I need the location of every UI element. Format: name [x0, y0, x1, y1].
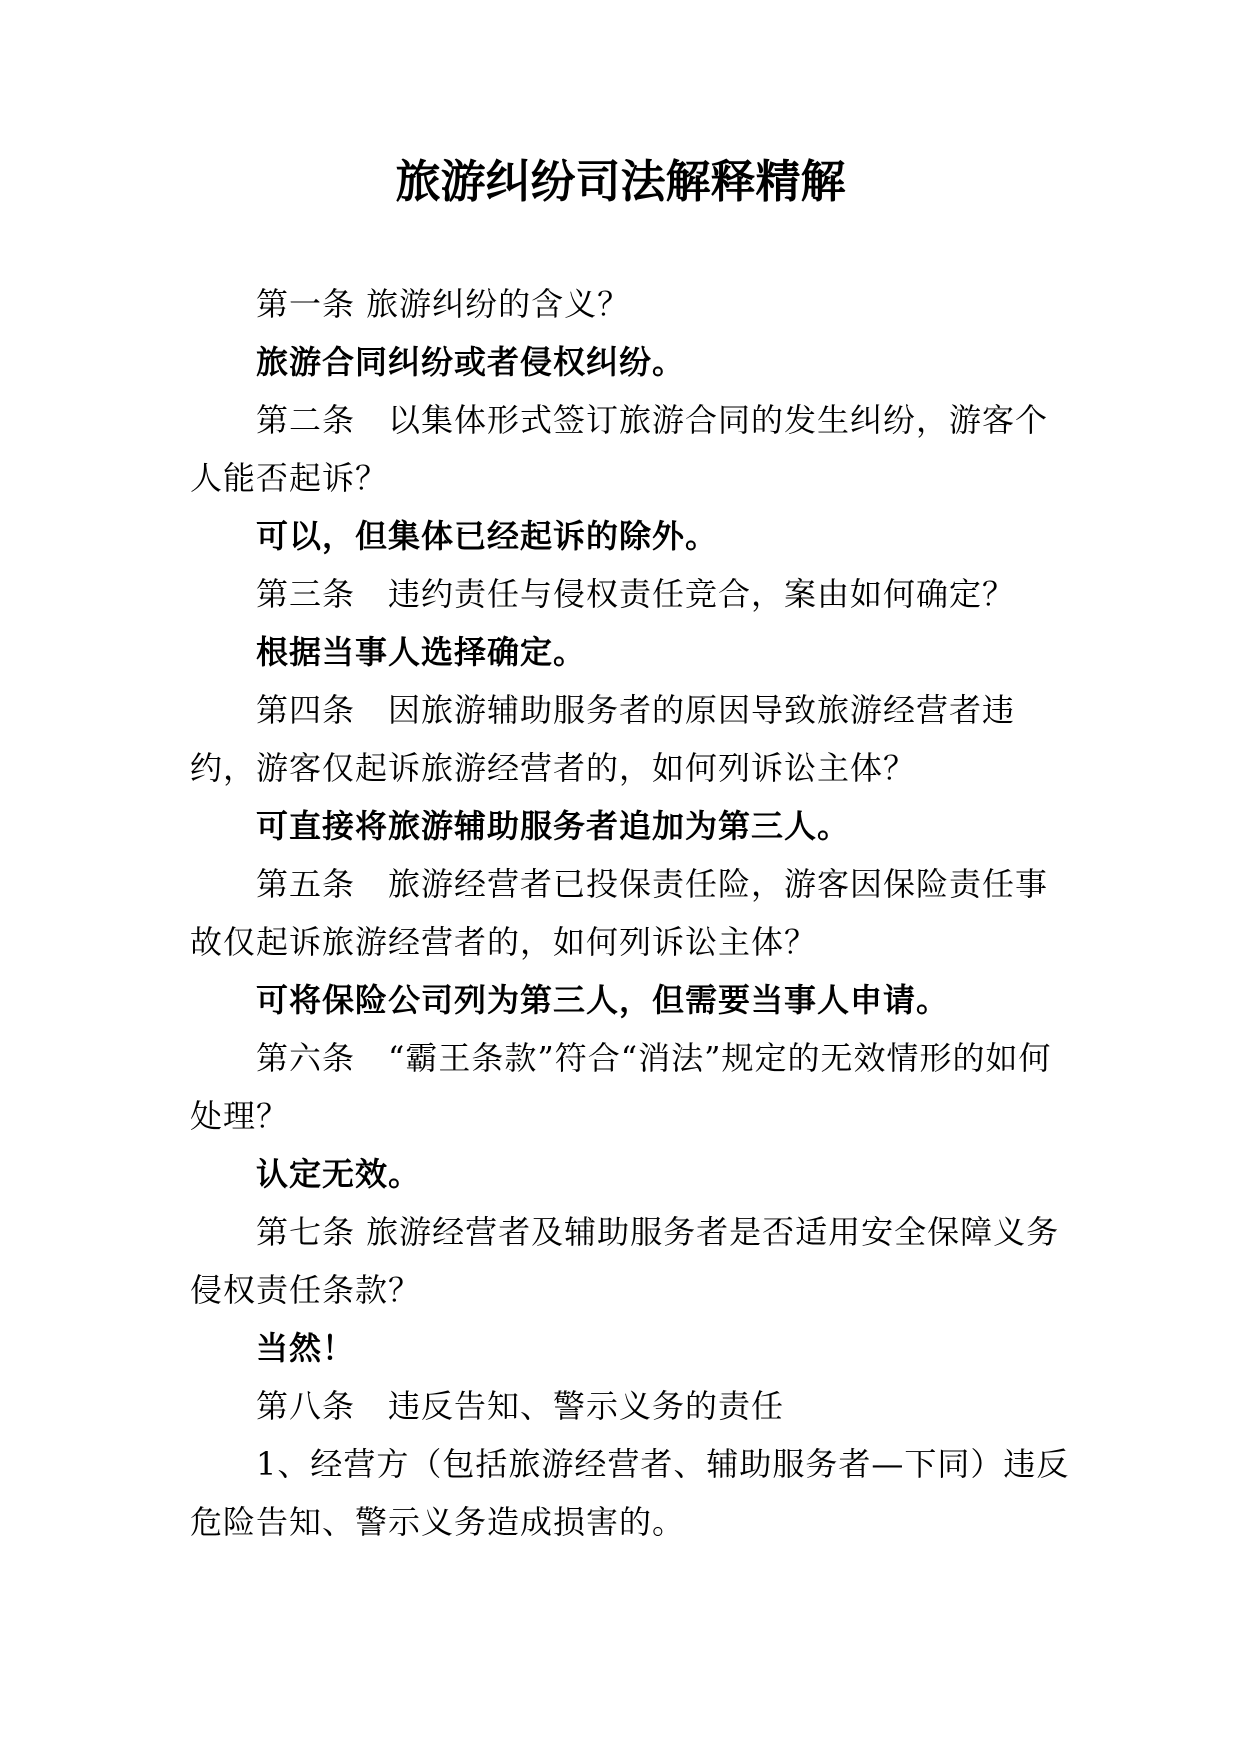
article-3-answer: 根据当事人选择确定。	[256, 633, 587, 671]
article-1-question: 第一条 旅游纠纷的含义？	[256, 285, 631, 323]
article-2-question: 第二条 以集体形式签订旅游合同的发生纠纷，游客个人能否起诉？	[190, 401, 1049, 497]
article-5-question: 第五条 旅游经营者已投保责任险，游客因保险责任事故仅起诉旅游经营者的，如何列诉讼主体？	[190, 865, 1049, 961]
article-6-question: 第六条 “霸王条款”符合“消法”规定的无效情形的如何处理？	[190, 1039, 1052, 1135]
article-6-answer: 认定无效。	[256, 1155, 422, 1193]
article-4-answer: 可直接将旅游辅助服务者追加为第三人。	[256, 807, 851, 845]
article-4-question: 第四条 因旅游辅助服务者的原因导致旅游经营者违约，游客仅起诉旅游经营者的，如何列诉讼主体？	[190, 691, 1016, 787]
article-8-item-1: 1、经营方（包括旅游经营者、辅助服务者—下同）违反危险告知、警示义务造成损害的。	[190, 1445, 1070, 1541]
document-body	[190, 275, 1070, 1551]
article-2-answer: 可以，但集体已经起诉的除外。	[256, 517, 719, 555]
article-8-heading: 第八条 违反告知、警示义务的责任	[256, 1387, 785, 1425]
article-3-question: 第三条 违约责任与侵权责任竞合，案由如何确定？	[256, 575, 1016, 613]
document-title: 旅游纠纷司法解释精解	[395, 155, 846, 208]
article-7-question: 第七条 旅游经营者及辅助服务者是否适用安全保障义务侵权责任条款？	[190, 1213, 1060, 1309]
article-1-answer: 旅游合同纠纷或者侵权纠纷。	[256, 343, 686, 381]
article-5-answer: 可将保险公司列为第三人，但需要当事人申请。	[256, 981, 950, 1019]
article-7-answer: 当然！	[256, 1329, 356, 1367]
